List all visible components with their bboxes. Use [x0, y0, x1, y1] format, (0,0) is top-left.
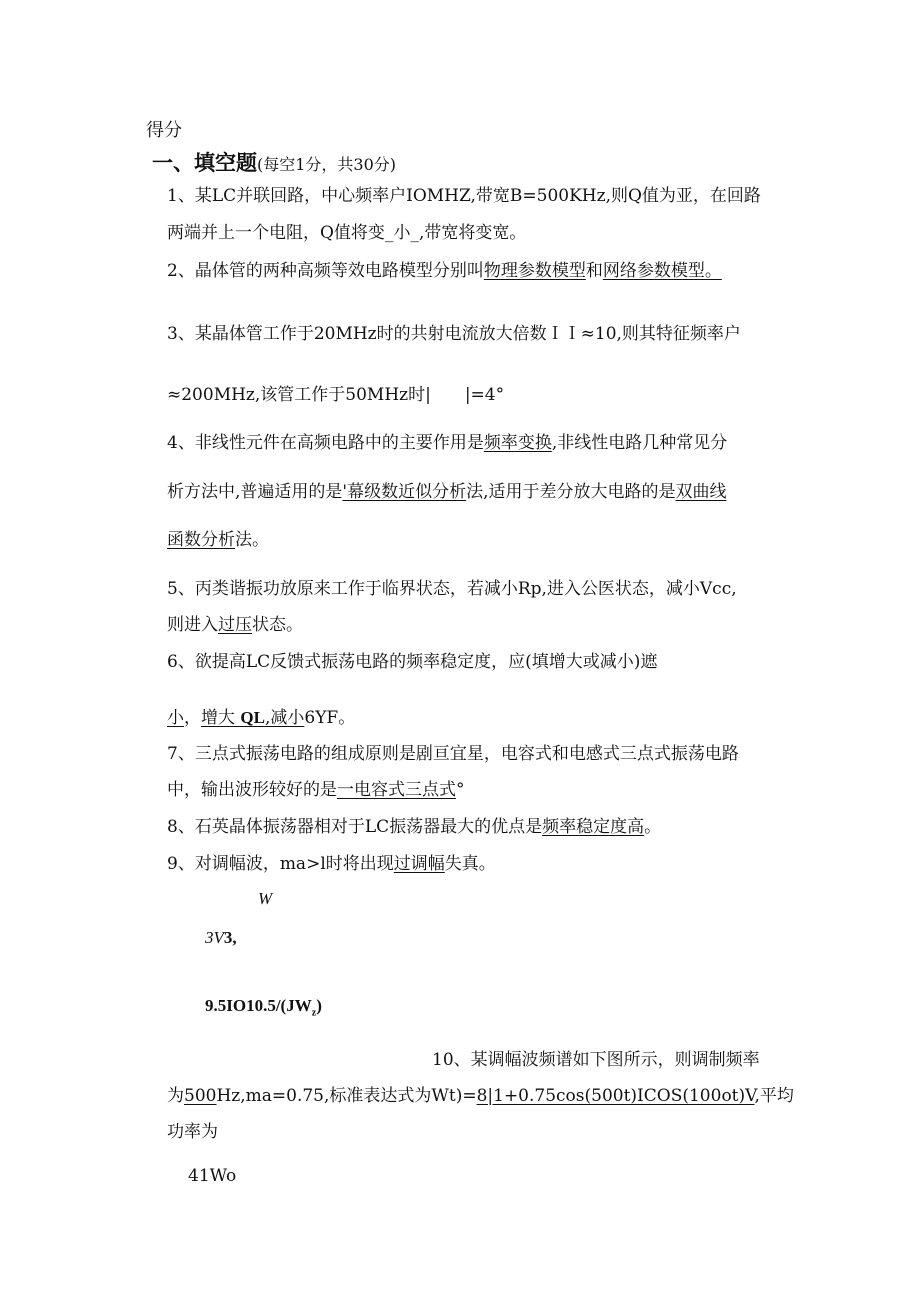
q4-line2: [167, 480, 727, 504]
q1-text: 两端并上一个电阻，Q值将变: [167, 223, 385, 243]
q8-text: 8、石英晶体振荡器相对于LC振荡器最大的优点是: [167, 817, 543, 837]
q10-line2: [167, 1084, 794, 1108]
q3-line1: 3、某晶体管工作于20MHz时的共射电流放大倍数ＩＩ≈10,则其特征频率户: [167, 324, 741, 344]
q4-text: 4、非线性元件在高频电路中的主要作用是: [167, 433, 484, 453]
q1-line1: 1、某LC并联回路，中心频率户IOMHZ,带宽B=500KHz,则Q值为亚，在回路: [167, 186, 761, 206]
q7-line2: [167, 778, 465, 802]
q4-answer-1: 频率变换: [483, 433, 552, 453]
q7-end: °: [456, 780, 465, 800]
q6-increase: 增大: [201, 708, 235, 728]
q6-end: 6YF。: [304, 708, 356, 728]
figure-axis-text: 9.5IO10.5/(JW: [205, 996, 312, 1015]
q2-answer-1: 物理参数模型: [483, 261, 586, 281]
q8-end: 。: [644, 817, 662, 837]
figure-w-label: W: [258, 889, 273, 908]
q7-text: 中，输出波形较好的是: [167, 780, 337, 800]
q4-text-e: 法。: [235, 530, 269, 550]
q10-line3: 功率为: [167, 1122, 218, 1142]
q2-line: [167, 259, 722, 283]
q8-line: [167, 815, 661, 839]
q1-line2: [167, 221, 526, 245]
q8-answer: 频率稳定度高: [542, 817, 645, 837]
section-heading: [152, 147, 396, 177]
figure-axis-sub: z: [311, 1007, 317, 1019]
q2-text: 2、晶体管的两种高频等效电路模型分别叫: [167, 261, 484, 281]
q10-line1: 10、某调幅波频谱如下图所示，则调制频率: [432, 1050, 760, 1070]
q9-answer: 过调幅: [393, 854, 445, 874]
q6-comma: ，: [184, 708, 201, 728]
q9-line: [167, 852, 496, 876]
q4-answer-3a: 双曲线: [675, 482, 727, 502]
q4-line1: [167, 431, 727, 455]
q7-line1: 7、三点式振荡电路的组成原则是剧亘宜星，电容式和电感式三点式振荡电路: [167, 744, 739, 764]
q9-end: 失真。: [444, 854, 496, 874]
q6-ql: QL: [240, 708, 265, 727]
q10-text-c: ,平均: [754, 1086, 794, 1106]
q5-line1: 5、丙类谐振功放原来工作于临界状态，若减小Rp,进入公医状态，减小Vcc,: [167, 579, 737, 599]
q4-text-d: 法,适用于差分放大电路的是: [466, 482, 676, 502]
q5-answer: 过压: [218, 615, 252, 635]
q10-answer-2: 8|1+0.75cos(500t)ICOS(100ot)V: [476, 1086, 755, 1106]
q6-answer-1: 小: [167, 708, 184, 728]
score-label: 得分: [146, 120, 182, 141]
q2-answer-2: 网络参数模型。: [602, 261, 722, 281]
q5-text: 则进入: [167, 615, 218, 635]
figure-amplitude-label: [205, 926, 237, 950]
q2-and: 和: [585, 261, 603, 281]
q4-answer-3b: 函数分析: [167, 530, 235, 550]
q9-text: 9、对调幅波，ma>l时将出现: [167, 854, 394, 874]
q4-line3: [167, 528, 269, 552]
q6-line1: 6、欲提高LC反馈式振荡电路的频率稳定度，应(填增大或减小)遮: [167, 652, 658, 672]
q5-text-end: 状态。: [252, 615, 303, 635]
q1-text-end: ,带宽将变宽。: [418, 223, 527, 243]
section-note: (每空1分，共30分): [257, 155, 397, 174]
q10-answer-power: 41Wo: [188, 1166, 237, 1186]
q4-text-c: 析方法中,普遍适用的是: [167, 482, 343, 502]
q10-text: 为: [167, 1086, 184, 1106]
q1-answer: _小_: [384, 223, 419, 243]
q10-text-b: Hz,ma=0.75,标准表达式为Wt)=: [216, 1086, 477, 1106]
q6-answer-2: [201, 708, 265, 728]
section-title: 一、填空题: [152, 151, 257, 175]
q10-answer-1: 500: [184, 1086, 217, 1106]
q6-answer-3: ,减小: [264, 708, 305, 728]
q4-text-b: ,非线性电路几种常见分: [551, 433, 728, 453]
q3-line2: ≈200MHz,该管工作于50MHz时| |=4°: [167, 385, 505, 405]
figure-v3: 3,: [223, 928, 237, 947]
figure-axis-close: ): [316, 996, 322, 1015]
q7-answer: 一电容式三点式: [337, 780, 456, 800]
q4-answer-2: '幕级数近似分析: [342, 482, 467, 502]
q6-line2: [167, 706, 355, 730]
q5-line2: [167, 613, 303, 637]
figure-v: 3V: [205, 928, 224, 947]
figure-axis-label: [205, 994, 322, 1025]
